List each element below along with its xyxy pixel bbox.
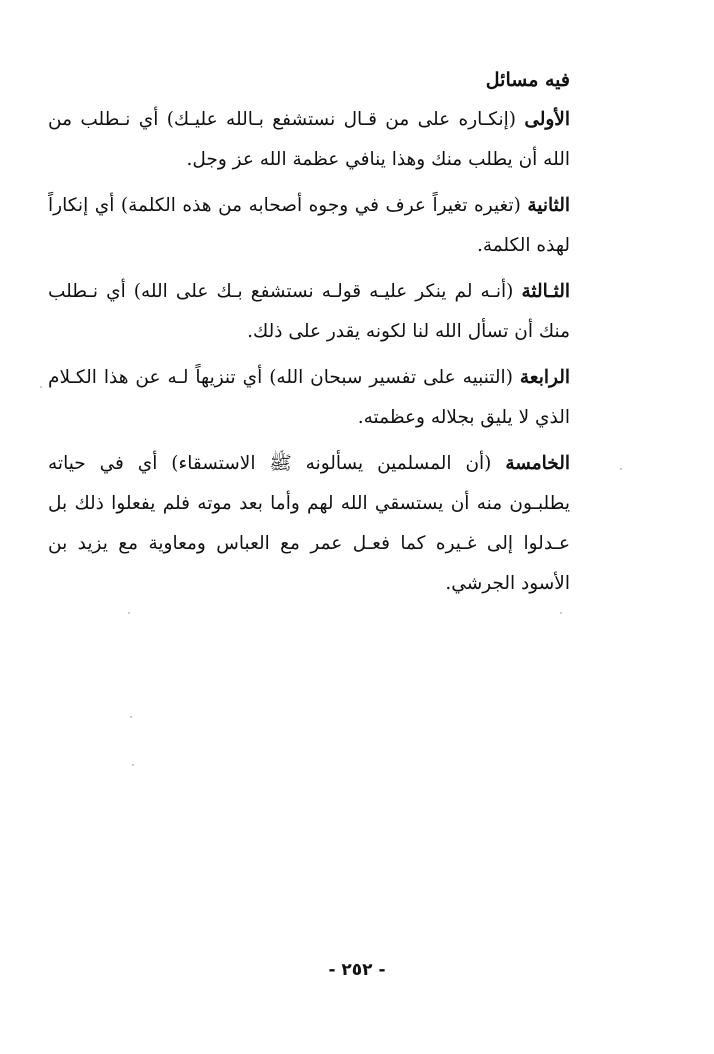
issue-term-5: الخامسة (505, 453, 570, 474)
issue-paragraph-2 (48, 186, 570, 266)
issue-text-4: (التنبيه على تفسير سبحان الله) أي تنزيهاً لـه عن هذا الكـلام الذي لا يليق بجلاله وعظمته. (48, 367, 570, 428)
issue-term-1: الأولى (524, 109, 570, 130)
issue-text-1: (إنكـاره على من قـال نستشفع بـالله عليـك) أي نـطلب من الله أن يطلب منك وهذا ينافي عظمة الله عز وجل. (48, 109, 570, 170)
page-number: - ٢٥٢ - (328, 960, 386, 980)
issue-term-3: الثـالثة (521, 281, 570, 302)
issue-paragraph-5 (48, 444, 570, 604)
issue-text-3: (أنـه لم ينكر عليـه قولـه نستشفع بـك على الله) أي نـطلب منك أن تسأل الله لنا لكونه يقدر على ذلك. (48, 281, 570, 342)
scan-speck (620, 468, 622, 470)
page-body (48, 60, 570, 610)
scan-speck (40, 386, 42, 388)
scan-speck (560, 612, 562, 614)
issue-term-4: الرابعة (519, 367, 570, 388)
issue-text-2: (تغيره تغيراً عرف في وجوه أصحابه من هذه الكلمة) أي إنكاراً لهذه الكلمة. (48, 195, 570, 256)
issue-paragraph-1 (48, 100, 570, 180)
issue-paragraph-4 (48, 358, 570, 438)
issue-term-2: الثانية (527, 195, 570, 216)
issue-paragraph-3 (48, 272, 570, 352)
scan-speck (132, 764, 134, 766)
issue-text-5: (أن المسلمين يسألونه ﷺ الاستسقاء) أي في حياته يطلبـون منه أن يستسقي الله لهم وأما بعد موته فلم يفعلوا ذلك بل عـدلوا إلى غـيره كما فعـل عمر مع العباس ومعاوية مع يزيد بن الأسود الجرشي. (48, 453, 570, 594)
scan-speck (130, 716, 132, 718)
section-heading: فيه مسائل (485, 69, 570, 91)
scan-speck (128, 612, 130, 614)
